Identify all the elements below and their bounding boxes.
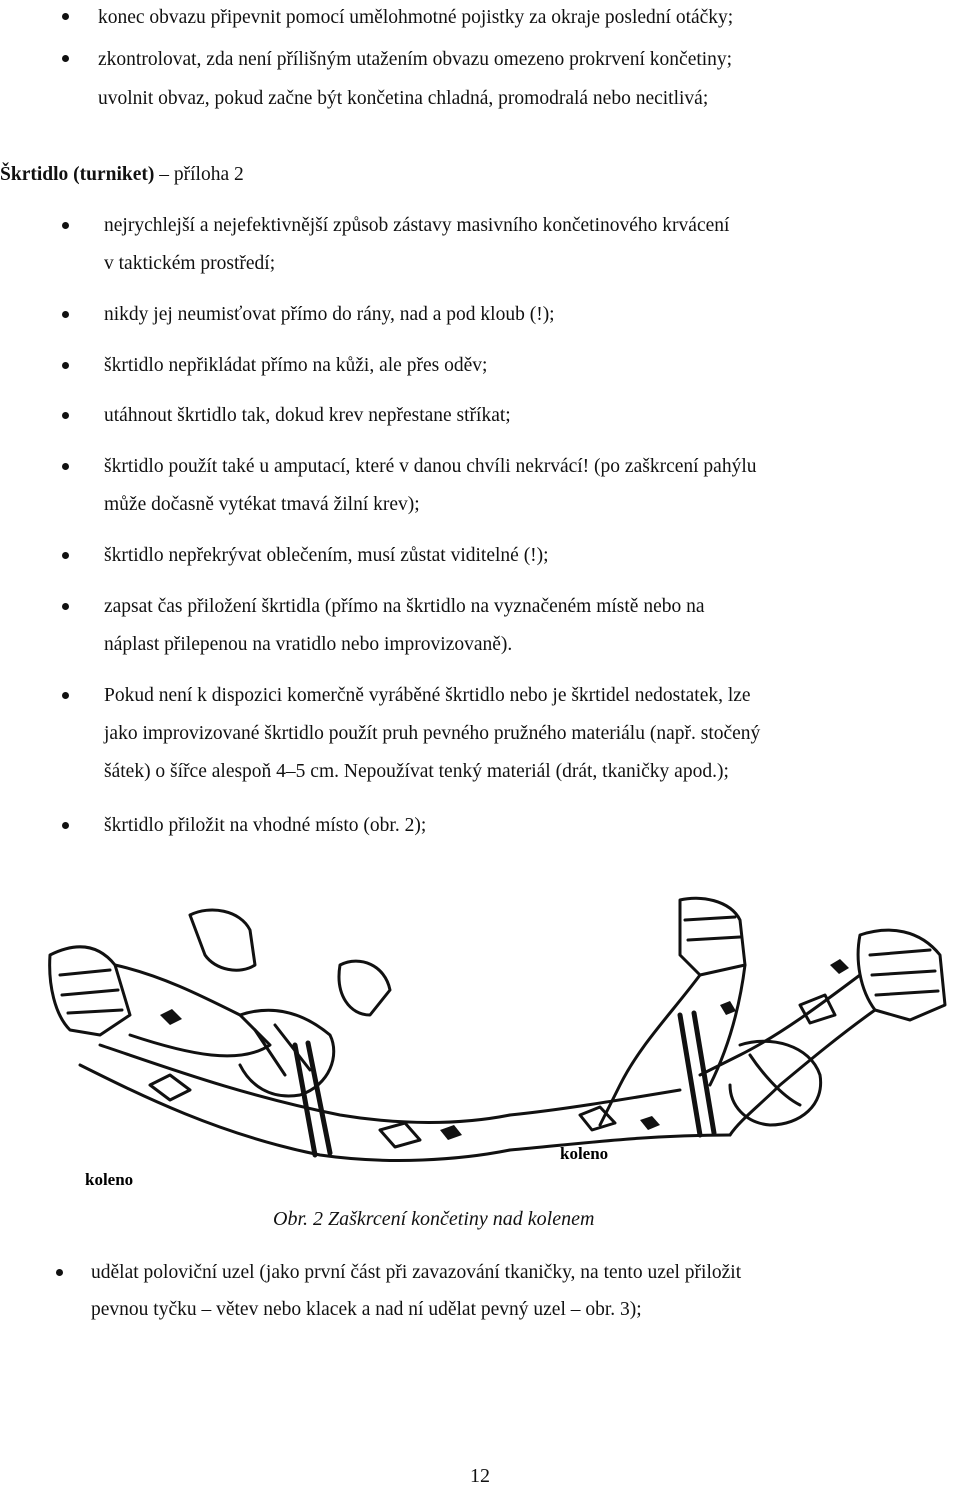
top-bullet-2-continuation: uvolnit obvaz, pokud začne být končetina chladná, promodralá nebo necitlivá; [98, 88, 709, 109]
top-bullet-1: konec obvazu připevnit pomocí umělohmotné pojistky za okraje poslední otáčky; [98, 7, 734, 28]
list-item-3: škrtidlo nepřikládat přímo na kůži, ale přes oděv; [104, 355, 488, 376]
bullet-dot [62, 222, 69, 229]
list-item-5-line-1: škrtidlo použít také u amputací, které v danou chvíli nekrvácí! (po zaškrcení pahýlu [104, 456, 757, 477]
bottom-item-line-2: pevnou tyčku – větev nebo klacek a nad ní udělat pevný uzel – obr. 3); [91, 1299, 642, 1320]
list-item-2: nikdy jej neumisťovat přímo do rány, nad a pod kloub (!); [104, 304, 555, 325]
bullet-dot [62, 692, 69, 699]
top-bullet-2: zkontrolovat, zda není přílišným utažením obvazu omezeno prokrvení končetiny; [98, 49, 733, 70]
section-heading [0, 163, 244, 187]
list-item-4: utáhnout škrtidlo tak, dokud krev nepřestane stříkat; [104, 405, 511, 426]
bullet-dot [62, 412, 69, 419]
page-number: 12 [470, 1465, 490, 1487]
list-item-1-line-1: nejrychlejší a nejefektivnější způsob zástavy masivního končetinového krvácení [104, 215, 730, 236]
bullet-dot [62, 13, 69, 20]
bullet-dot [62, 311, 69, 318]
list-item-1-line-2: v taktickém prostředí; [104, 253, 276, 274]
bullet-dot [62, 822, 69, 829]
knee-label-left: koleno [85, 1170, 134, 1189]
bullet-dot [62, 552, 69, 559]
list-item-9: škrtidlo přiložit na vhodné místo (obr. 2); [104, 815, 427, 836]
list-item-7-line-2: náplast přilepenou na vratidlo nebo improvizovaně). [104, 634, 513, 655]
bullet-dot [62, 362, 69, 369]
list-item-8-line-1: Pokud není k dispozici komerčně vyráběné škrtidlo nebo je škrtidel nedostatek, lze [104, 685, 751, 706]
list-item-8-line-2: jako improvizované škrtidlo použít pruh pevného pružného materiálu (např. stočený [104, 723, 761, 744]
bullet-dot [62, 603, 69, 610]
figure-caption: Obr. 2 Zaškrcení končetiny nad kolenem [273, 1208, 595, 1230]
list-item-6: škrtidlo nepřekrývat oblečením, musí zůstat viditelné (!); [104, 545, 549, 566]
list-item-5-line-2: může dočasně vytékat tmavá žilní krev); [104, 494, 420, 515]
bottom-item-line-1: udělat poloviční uzel (jako první část při zavazování tkaničky, na tento uzel přiložit [91, 1262, 742, 1283]
list-item-8-line-3: šátek) o šířce alespoň 4–5 cm. Nepoužívat tenký materiál (drát, tkaničky apod.); [104, 761, 729, 782]
knee-label-right: koleno [560, 1144, 609, 1163]
tourniquet-illustration [40, 895, 960, 1195]
bullet-dot [62, 463, 69, 470]
bullet-dot [56, 1269, 63, 1276]
heading-bold-text: Škrtidlo (turniket) [0, 164, 155, 185]
bullet-dot [62, 55, 69, 62]
list-item-7-line-1: zapsat čas přiložení škrtidla (přímo na škrtidlo na vyznačeném místě nebo na [104, 596, 705, 617]
heading-rest-text: – příloha 2 [154, 164, 244, 185]
